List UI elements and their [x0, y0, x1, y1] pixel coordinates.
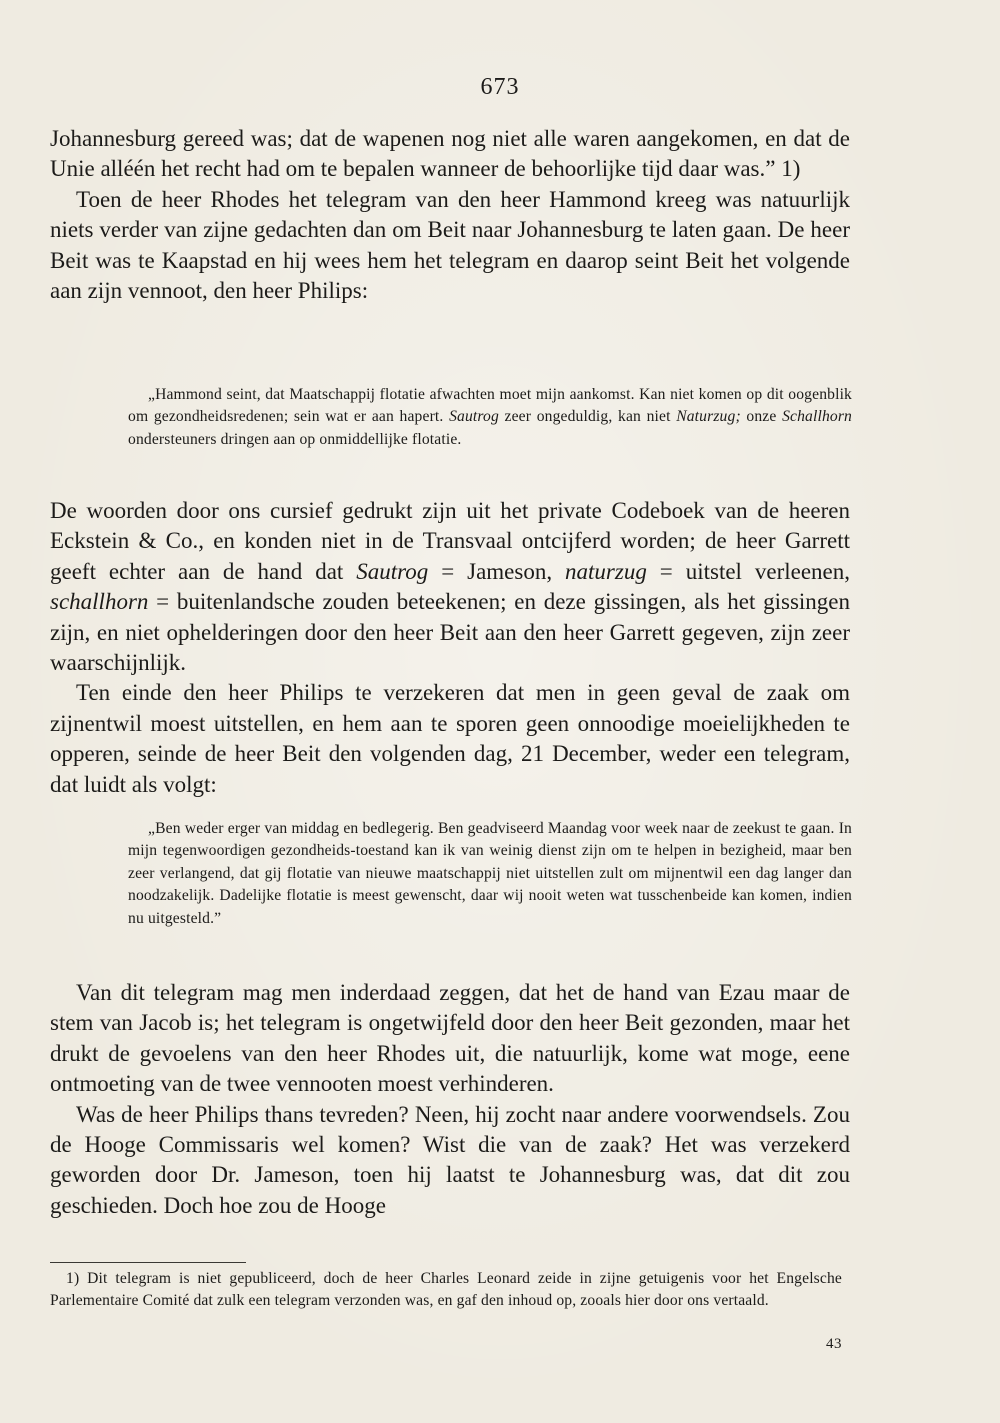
p3-part2: = Jameson,	[428, 558, 566, 584]
p3-part4: = buitenlandsche zouden beteekenen; en deze gissingen, als het gissingen zijn, en niet ophelderingen door den heer Beit aan den heer Garrett gegeven, zijn zeer waarschijnlijk.	[50, 589, 850, 676]
quote1-part4: ondersteuners dringen aan op onmiddellijke flotatie.	[128, 430, 462, 448]
code-word-sautrog: Sautrog	[449, 408, 499, 426]
paragraph-rhodes-telegram: Toen de heer Rhodes het telegram van den heer Hammond kreeg was natuurlijk niets verder van zijne gedachten dan om Beit naar Johannesburg te laten gaan. De heer Beit was te Kaapstad en hij wees hem het telegram en daarop seint Beit het volgende aan zijn vennoot, den heer Philips:	[50, 186, 850, 304]
page-number: 673	[480, 74, 520, 100]
telegram-quote-2	[128, 818, 852, 930]
p3-part1: De woorden door ons cursief gedrukt zijn uit het private Codeboek van de heeren Eckstein & Co., en konden niet in de Transvaal ontcijferd worden; de heer Garrett geeft echter aan de hand dat	[50, 498, 850, 584]
paragraph-ezau-jacob: Van dit telegram mag men inderdaad zeggen, dat het de hand van Ezau maar de stem van Jacob is; het telegram is ongetwijfeld door den heer Beit gezonden, maar het drukt de gevoelens van den heer Rhodes uit, die natuurlijk, kome wat moge, eene ontmoeting van de twee vennooten moest verhinderen.	[50, 980, 850, 1097]
italic-sautrog: Sautrog	[356, 558, 429, 584]
code-word-schallhorn: Schallhorn	[782, 408, 852, 426]
footnote-text: 1) Dit telegram is niet gepubliceerd, doch de heer Charles Leonard zeide in zijne getuigenis voor het Engelsche Parlementaire Comité dat zulk een telegram verzonden was, en gaf den inhoud op, zooals hier door ons vertaald.	[50, 1270, 842, 1310]
paragraph-philips-tevreden: Was de heer Philips thans tevreden? Neen, hij zocht naar andere voorwendsels. Zou de Hooge Commissaris wel komen? Wist die van de zaak? Het was verzekerd geworden door Dr. Jameson, toen hij laatst te Johannesburg was, dat dit zou geschieden. Doch hoe zou de Hooge	[50, 1101, 850, 1218]
italic-schallhorn: schallhorn	[50, 589, 149, 615]
text-block-top	[50, 124, 850, 306]
paragraph-philips-assurance: Ten einde den heer Philips te verzekeren dat men in geen geval de zaak om zijnentwil moest uitstellen, en hem aan te sporen geen onnoodige moeielijkheden te opperen, seinde de heer Beit den volgenden dag, 21 December, weder een telegram, dat luidt als volgt:	[50, 680, 850, 797]
quote1-part2: zeer ongeduldig, kan niet	[498, 408, 677, 426]
paragraph-continuation: Johannesburg gereed was; dat de wapenen nog niet alle waren aangekomen, en dat de Unie alléén het recht had om te bepalen wanneer de behoorlijke tijd daar was.” 1)	[50, 126, 850, 182]
text-block-middle	[50, 496, 850, 800]
signature-mark: 43	[826, 1336, 842, 1352]
quote1-part3: onze	[740, 408, 783, 426]
footnote	[50, 1268, 842, 1313]
telegram-quote-1-text	[128, 384, 852, 451]
p3-part3: = uitstel verleenen,	[646, 558, 851, 584]
footnote-divider	[50, 1262, 246, 1263]
quote1-part1: „Hammond seint, dat Maatschappij flotatie afwachten moet mijn aankomst. Kan niet komen op dit oogenblik om gezondheidsredenen; sein wat er aan hapert.	[128, 386, 852, 426]
telegram-quote-2-text: „Ben weder erger van middag en bedlegerig. Ben geadviseerd Maandag voor week naar de zeekust te gaan. In mijn tegenwoordigen gezondheids-toestand kan ik van weinig dienst zijn om te helpen in bezigheid, maar ben zeer verlangend, dat gij flotatie van nieuwe maatschappij niet uitstellen zult om mijnentwil een dag langer dan noodzakelijk. Dadelijke flotatie is meest gewenscht, daar wij nooit weten wat tusschenbeide kan komen, indien nu uitgesteld.”	[128, 820, 852, 927]
code-word-naturzug: Naturzug;	[676, 408, 741, 426]
telegram-quote-1	[128, 384, 852, 451]
italic-naturzug: naturzug	[565, 558, 647, 584]
text-block-bottom	[50, 978, 850, 1221]
paragraph-codebook	[50, 496, 850, 678]
